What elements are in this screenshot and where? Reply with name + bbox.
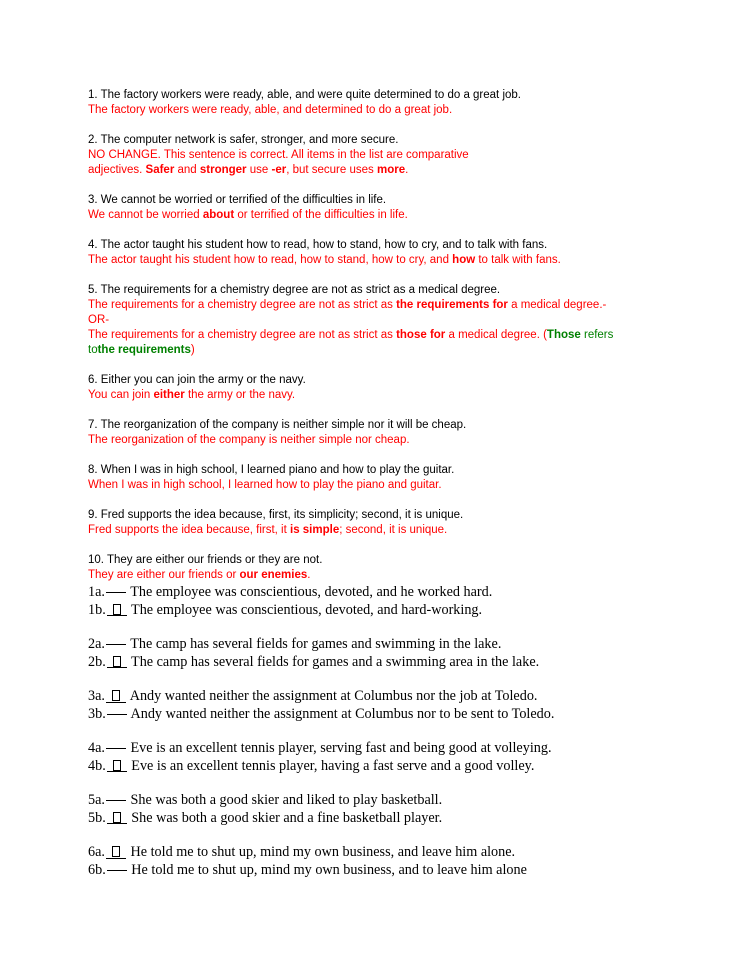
answer-blank-checked[interactable] (105, 688, 127, 706)
question-8: 8. When I was in high school, I learned piano and how to play the guitar. (88, 464, 455, 476)
item-5 (88, 283, 708, 358)
question-4: 4. The actor taught his student how to read, how to stand, how to cry, and to talk with fans. (88, 239, 548, 251)
answer-2-line-2: adjectives. Safer and stronger use -er, but secure uses more. (88, 164, 409, 176)
item-1 (88, 88, 708, 118)
answer-6: You can join either the army or the navy. (88, 389, 296, 401)
check-box-icon (112, 846, 120, 857)
sentence-5a: 5a. She was both a good skier and liked to play basketball. (88, 792, 443, 808)
check-box-icon (112, 690, 120, 701)
answer-blank-checked[interactable] (106, 602, 128, 620)
answer-1: The factory workers were ready, able, and determined to do a great job. (88, 104, 453, 116)
item-8 (88, 463, 708, 493)
sentence-3a: 3a. Andy wanted neither the assignment at Columbus nor the job at Toledo. (88, 688, 538, 704)
check-box-icon (113, 812, 121, 823)
answer-5-or: OR- (88, 314, 110, 326)
pair-1 (88, 584, 708, 619)
answer-10: They are either our friends or our enemies. (88, 569, 311, 581)
answer-key-section (88, 88, 708, 598)
check-box-icon (113, 604, 121, 615)
question-1: 1. The factory workers were ready, able, and were quite determined to do a great job. (88, 89, 521, 101)
answer-blank-checked[interactable] (105, 844, 127, 862)
answer-5-note: tothe requirements) (88, 344, 195, 356)
answer-9: Fred supports the idea because, first, it is simple; second, it is unique. (88, 524, 448, 536)
item-2 (88, 133, 708, 178)
sentence-6b: 6b. He told me to shut up, mind my own business, and to leave him alone (88, 861, 527, 878)
item-3 (88, 193, 708, 223)
check-box-icon (113, 656, 121, 667)
question-9: 9. Fred supports the idea because, first, its simplicity; second, it is unique. (88, 509, 464, 521)
check-box-icon (113, 760, 121, 771)
pair-4 (88, 740, 708, 775)
answer-2-line-1: NO CHANGE. This sentence is correct. All items in the list are comparative (88, 149, 469, 161)
answer-blank-checked[interactable] (106, 654, 128, 672)
item-4 (88, 238, 708, 268)
question-3: 3. We cannot be worried or terrified of the difficulties in life. (88, 194, 387, 206)
answer-8: When I was in high school, I learned how to play the piano and guitar. (88, 479, 442, 491)
sentence-4b: 4b. Eve is an excellent tennis player, having a fast serve and a good volley. (88, 757, 535, 774)
answer-3: We cannot be worried about or terrified of the difficulties in life. (88, 209, 408, 221)
question-7: 7. The reorganization of the company is neither simple nor it will be cheap. (88, 419, 467, 431)
sentence-6a: 6a. He told me to shut up, mind my own business, and leave him alone. (88, 844, 516, 860)
question-10: 10. They are either our friends or they are not. (88, 554, 323, 566)
sentence-5b: 5b. She was both a good skier and a fine basketball player. (88, 809, 443, 826)
item-7 (88, 418, 708, 448)
question-5: 5. The requirements for a chemistry degree are not as strict as a medical degree. (88, 284, 501, 296)
item-9 (88, 508, 708, 538)
sentence-1a: 1a. The employee was conscientious, devoted, and he worked hard. (88, 584, 493, 600)
item-6 (88, 373, 708, 403)
answer-4: The actor taught his student how to read, how to stand, how to cry, and how to talk with fans. (88, 254, 561, 266)
sentence-3b: 3b. Andy wanted neither the assignment at Columbus nor to be sent to Toledo. (88, 705, 555, 722)
sentence-1b: 1b. The employee was conscientious, devoted, and hard-working. (88, 601, 483, 618)
pair-3 (88, 688, 708, 723)
pair-2 (88, 636, 708, 671)
answer-7: The reorganization of the company is neither simple nor cheap. (88, 434, 410, 446)
answer-blank-checked[interactable] (106, 810, 128, 828)
answer-blank-checked[interactable] (106, 758, 128, 776)
item-10 (88, 553, 708, 583)
sentence-2a: 2a. The camp has several fields for games and swimming in the lake. (88, 636, 502, 652)
question-2: 2. The computer network is safer, stronger, and more secure. (88, 134, 399, 146)
sentence-2b: 2b. The camp has several fields for games and a swimming area in the lake. (88, 653, 540, 670)
answer-5-option-1: The requirements for a chemistry degree are not as strict as the requirements for a medical degree.- (88, 299, 607, 311)
question-6: 6. Either you can join the army or the navy. (88, 374, 306, 386)
answer-5-option-2: The requirements for a chemistry degree are not as strict as those for a medical degree. (Those refers (88, 329, 614, 341)
pair-6 (88, 844, 708, 879)
sentence-4a: 4a. Eve is an excellent tennis player, serving fast and being good at volleying. (88, 740, 552, 756)
pair-5 (88, 792, 708, 827)
